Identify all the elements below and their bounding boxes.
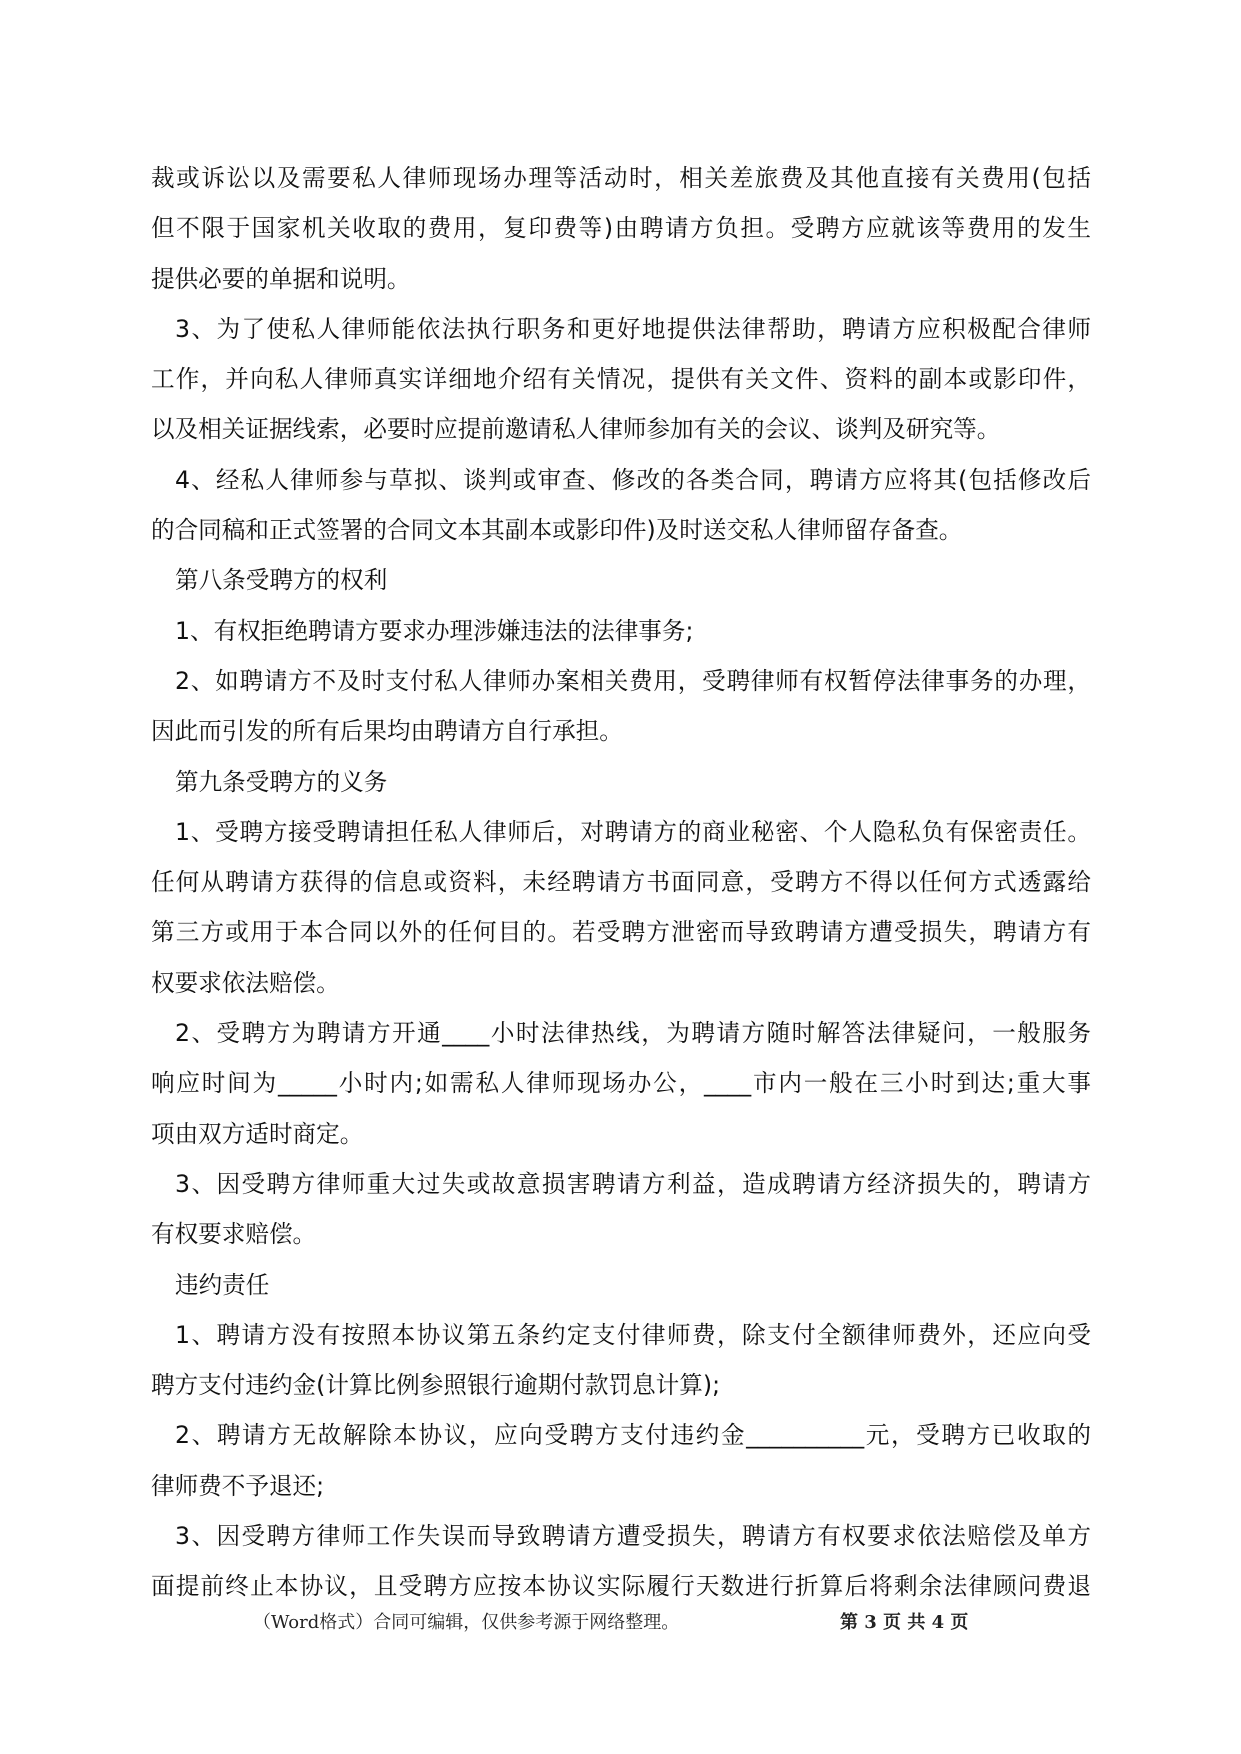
section-heading: 第八条受聘方的权利 bbox=[175, 566, 388, 595]
section-heading: 第九条受聘方的义务 bbox=[175, 767, 388, 796]
page-number: 第 3 页 共 4 页 bbox=[840, 1612, 969, 1633]
text-line: 任何从聘请方获得的信息或资料，未经聘请方书面同意，受聘方不得以任何方式透露给 bbox=[151, 868, 1091, 897]
paragraph-clause-4-contracts bbox=[151, 455, 1091, 556]
paragraph-article-9-item-3 bbox=[151, 1159, 1091, 1260]
text-line: 面提前终止本协议，且受聘方应按本协议实际履行天数进行折算后将剩余法律顾问费退 bbox=[151, 1572, 1091, 1601]
text-line: 2、聘请方无故解除本协议，应向受聘方支付违约金__________元，受聘方已收取的 bbox=[175, 1421, 1091, 1450]
page-footer bbox=[0, 1608, 1241, 1638]
text-line: 4、经私人律师参与草拟、谈判或审查、修改的各类合同，聘请方应将其(包括修改后 bbox=[175, 465, 1091, 494]
text-line: 响应时间为_____小时内;如需私人律师现场办公，____市内一般在三小时到达;重大事 bbox=[151, 1069, 1091, 1098]
section-heading-liability bbox=[151, 1260, 1091, 1310]
text-line: 权要求依法赔偿。 bbox=[151, 968, 340, 997]
text-line: 1、聘请方没有按照本协议第五条约定支付律师费，除支付全额律师费外，还应向受 bbox=[175, 1320, 1091, 1349]
paragraph-article-9-item-2 bbox=[151, 1008, 1091, 1159]
text-line: 但不限于国家机关收取的费用，复印费等)由聘请方负担。受聘方应就该等费用的发生 bbox=[151, 214, 1091, 243]
text-line: 3、因受聘方律师工作失误而导致聘请方遭受损失，聘请方有权要求依法赔偿及单方 bbox=[175, 1522, 1091, 1551]
section-heading: 违约责任 bbox=[175, 1270, 270, 1299]
text-line: 有权要求赔偿。 bbox=[151, 1220, 317, 1249]
paragraph-article-8-item-1 bbox=[151, 606, 1091, 656]
text-line: 3、为了使私人律师能依法执行职务和更好地提供法律帮助，聘请方应积极配合律师 bbox=[175, 314, 1091, 343]
text-line: 的合同稿和正式签署的合同文本其副本或影印件)及时送交私人律师留存备查。 bbox=[151, 516, 963, 545]
text-line: 3、因受聘方律师重大过失或故意损害聘请方利益，造成聘请方经济损失的，聘请方 bbox=[175, 1169, 1091, 1198]
paragraph-article-9-item-1 bbox=[151, 807, 1091, 1008]
text-line: 工作，并向私人律师真实详细地介绍有关情况，提供有关文件、资料的副本或影印件， bbox=[151, 365, 1091, 394]
paragraph-clause-3-cooperation bbox=[151, 304, 1091, 455]
paragraph-article-8-item-2 bbox=[151, 656, 1091, 757]
paragraph-liability-item-1 bbox=[151, 1310, 1091, 1411]
section-heading-article-8 bbox=[151, 555, 1091, 605]
paragraph-liability-item-3 bbox=[151, 1511, 1091, 1612]
text-line: 聘方支付违约金(计算比例参照银行逾期付款罚息计算); bbox=[151, 1371, 721, 1400]
paragraph-travel-expenses bbox=[151, 153, 1091, 304]
text-line: 律师费不予退还; bbox=[151, 1471, 325, 1500]
document-body bbox=[151, 153, 1091, 1612]
text-line: 1、有权拒绝聘请方要求办理涉嫌违法的法律事务; bbox=[175, 616, 694, 645]
text-line: 因此而引发的所有后果均由聘请方自行承担。 bbox=[151, 717, 623, 746]
text-line: 第三方或用于本合同以外的任何目的。若受聘方泄密而导致聘请方遭受损失，聘请方有 bbox=[151, 918, 1091, 947]
paragraph-liability-item-2 bbox=[151, 1410, 1091, 1511]
footer-note: （Word格式）合同可编辑，仅供参考源于网络整理。 bbox=[253, 1612, 680, 1633]
text-line: 2、如聘请方不及时支付私人律师办案相关费用，受聘律师有权暂停法律事务的办理， bbox=[175, 666, 1091, 695]
text-line: 提供必要的单据和说明。 bbox=[151, 264, 411, 293]
text-line: 2、受聘方为聘请方开通____小时法律热线，为聘请方随时解答法律疑问，一般服务 bbox=[175, 1019, 1091, 1048]
text-line: 以及相关证据线索，必要时应提前邀请私人律师参加有关的会议、谈判及研究等。 bbox=[151, 415, 1001, 444]
section-heading-article-9 bbox=[151, 757, 1091, 807]
text-line: 1、受聘方接受聘请担任私人律师后，对聘请方的商业秘密、个人隐私负有保密责任。 bbox=[175, 817, 1091, 846]
text-line: 裁或诉讼以及需要私人律师现场办理等活动时，相关差旅费及其他直接有关费用(包括 bbox=[151, 164, 1091, 192]
text-line: 项由双方适时商定。 bbox=[151, 1119, 364, 1148]
